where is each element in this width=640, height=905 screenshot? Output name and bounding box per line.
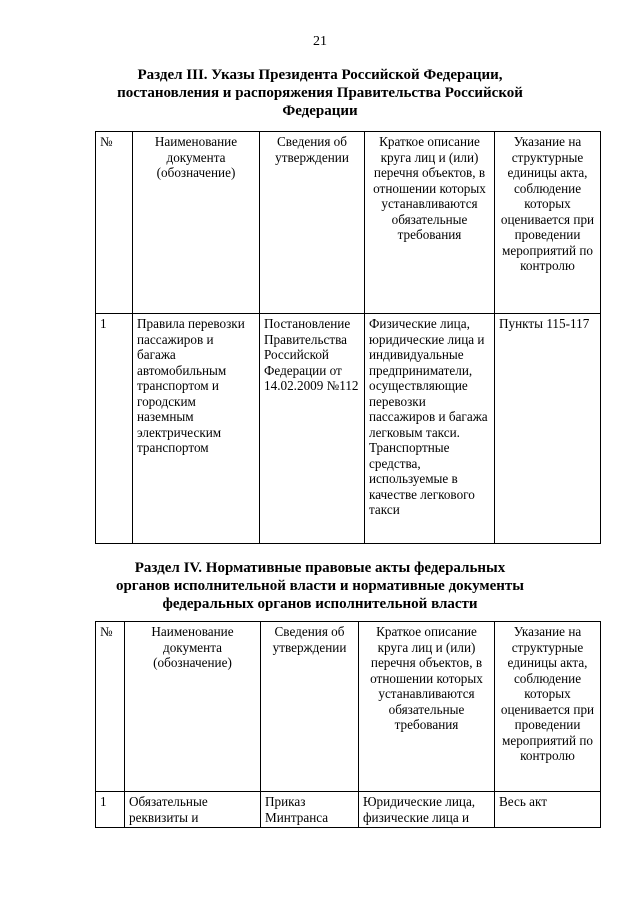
row-document-name: Обязательные реквизиты и: [125, 792, 261, 828]
header-description: Краткое описание круга лиц и (или) перечня объектов, в отношении которых устанавливаются обязательные требования: [365, 132, 495, 314]
table-row: [96, 792, 601, 828]
row-description: Юридические лица, физические лица и: [359, 792, 495, 828]
row-structural-units: Весь акт: [495, 792, 601, 828]
section-3-table: [95, 131, 601, 544]
header-number: №: [96, 132, 133, 314]
row-number: 1: [96, 792, 125, 828]
header-approval-info: Сведения об утверждении: [261, 622, 359, 792]
row-document-name: Правила перевозки пассажиров и багажа автомобильным транспортом и городским наземным электрическим транспортом: [133, 314, 260, 544]
table-header-row: [96, 132, 601, 314]
row-approval-info: Приказ Минтранса: [261, 792, 359, 828]
header-structural-units: Указание на структурные единицы акта, соблюдение которых оценивается при проведении мероприятий по контролю: [495, 132, 601, 314]
section-4-title: Раздел IV. Нормативные правовые акты федеральных органов исполнительной власти и нормативные документы федеральных органов исполнительной власти: [115, 560, 525, 612]
table-header-row: [96, 622, 601, 792]
header-structural-units: Указание на структурные единицы акта, соблюдение которых оценивается при проведении мероприятий по контролю: [495, 622, 601, 792]
header-approval-info: Сведения об утверждении: [260, 132, 365, 314]
row-description: Физические лица, юридические лица и индивидуальные предприниматели, осуществляющие перевозки пассажиров и багажа легковым такси. Транспортные средства, используемые в качестве легкового такси: [365, 314, 495, 544]
row-structural-units: Пункты 115-117: [495, 314, 601, 544]
header-description: Краткое описание круга лиц и (или) перечня объектов, в отношении которых устанавливаются обязательные требования: [359, 622, 495, 792]
header-document-name: Наименование документа (обозначение): [133, 132, 260, 314]
row-approval-info: Постановление Правительства Российской Федерации от 14.02.2009 №112: [260, 314, 365, 544]
row-number: 1: [96, 314, 133, 544]
header-document-name: Наименование документа (обозначение): [125, 622, 261, 792]
page-number: 21: [313, 34, 327, 49]
section-3-title: Раздел III. Указы Президента Российской Федерации, постановления и распоряжения Правительства Российской Федерации: [117, 67, 523, 119]
section-4-table: [95, 621, 601, 828]
header-number: №: [96, 622, 125, 792]
table-row: [96, 314, 601, 544]
